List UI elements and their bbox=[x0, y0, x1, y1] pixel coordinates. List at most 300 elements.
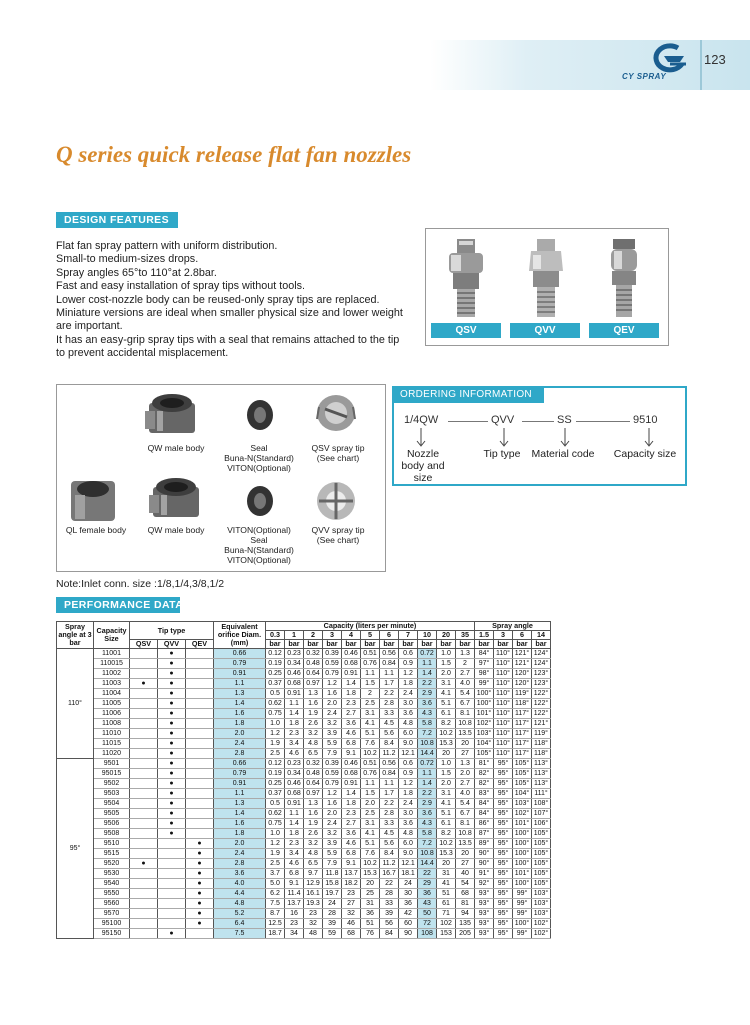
capacity-cell: 1.2 bbox=[323, 789, 342, 799]
capacity-cell: 46 bbox=[342, 919, 361, 929]
qsv-cell bbox=[130, 799, 158, 809]
capacity-cell: 2.7 bbox=[342, 709, 361, 719]
table-row bbox=[57, 869, 551, 879]
order-label-material: Material code bbox=[531, 448, 595, 460]
spray-angle-cell: 93° bbox=[475, 909, 494, 919]
capacity-cell: 20 bbox=[437, 859, 456, 869]
qw-male-body-icon bbox=[145, 389, 199, 441]
spray-angle-cell: 106° bbox=[532, 819, 551, 829]
spray-angle-cell: 103° bbox=[475, 729, 494, 739]
capacity-cell: 2.0 bbox=[323, 699, 342, 709]
orifice-cell: 0.66 bbox=[214, 649, 266, 659]
qvv-cell bbox=[158, 889, 186, 899]
qsv-cell bbox=[130, 699, 158, 709]
capacity-cell: 0.46 bbox=[285, 779, 304, 789]
capacity-cell: 3.2 bbox=[323, 829, 342, 839]
qvv-cell bbox=[158, 859, 186, 869]
table-row bbox=[57, 819, 551, 829]
capacity-cell: 5.6 bbox=[380, 729, 399, 739]
spray-angle-cell: 102° bbox=[532, 929, 551, 939]
capacity-cell: 0.56 bbox=[380, 759, 399, 769]
capacity-cell: 1.8 bbox=[285, 719, 304, 729]
spray-angle-cell: 95° bbox=[494, 839, 513, 849]
capacity-cell: 3.6 bbox=[342, 719, 361, 729]
spray-angle-cell: 100° bbox=[513, 859, 532, 869]
order-code-tip-type: QVV bbox=[491, 414, 515, 426]
spray-angle-cell: 95° bbox=[494, 869, 513, 879]
capacity-cell: 0.79 bbox=[323, 669, 342, 679]
capacity-cell: 59 bbox=[323, 929, 342, 939]
spray-angle-cell: 105° bbox=[513, 769, 532, 779]
capacity-cell: 3.6 bbox=[399, 819, 418, 829]
spray-angle-cell: 122° bbox=[532, 689, 551, 699]
capacity-cell: 0.84 bbox=[380, 659, 399, 669]
spray-angle-cell: 90° bbox=[475, 859, 494, 869]
capacity-cell: 41 bbox=[437, 879, 456, 889]
capacity-cell: 19.3 bbox=[304, 899, 323, 909]
spray-angle-cell: 122° bbox=[532, 709, 551, 719]
angle-pressure-header: 14 bbox=[532, 631, 551, 640]
capacity-cell: 1.6 bbox=[323, 799, 342, 809]
capacity-cell: 1.5 bbox=[437, 769, 456, 779]
qsv-cell bbox=[130, 789, 158, 799]
table-row bbox=[57, 849, 551, 859]
capacity-cell: 42 bbox=[399, 909, 418, 919]
capacity-cell: 0.76 bbox=[361, 659, 380, 669]
part-caption-qw-male-body: QW male body bbox=[147, 443, 205, 453]
capacity-cell: 1.5 bbox=[361, 789, 380, 799]
arrow-down-icon bbox=[644, 428, 654, 448]
qvv-cell: ● bbox=[158, 809, 186, 819]
capacity-cell: 6.7 bbox=[456, 699, 475, 709]
order-code-material: SS bbox=[557, 414, 572, 426]
angle-pressure-header: 1.5 bbox=[475, 631, 494, 640]
capacity-cell: 135 bbox=[456, 919, 475, 929]
capacity-cell: 6.8 bbox=[342, 739, 361, 749]
feature-line: Spray angles 65°to 110°at 2.8bar. bbox=[56, 266, 217, 279]
capacity-cell: 7.9 bbox=[323, 749, 342, 759]
capacity-cell: 0.48 bbox=[304, 659, 323, 669]
capacity-cell: 0.51 bbox=[361, 759, 380, 769]
capacity-cell: 6.5 bbox=[304, 749, 323, 759]
capacity-size-cell: 9504 bbox=[94, 799, 130, 809]
qev-cell: ● bbox=[186, 889, 214, 899]
orifice-cell: 1.4 bbox=[214, 699, 266, 709]
capacity-cell: 2.3 bbox=[342, 809, 361, 819]
spray-angle-cell: 100° bbox=[513, 849, 532, 859]
capacity-cell: 39 bbox=[380, 909, 399, 919]
table-row bbox=[57, 729, 551, 739]
qvv-spray-tip-icon bbox=[315, 477, 357, 523]
capacity-cell: 0.84 bbox=[380, 769, 399, 779]
orifice-cell: 2.8 bbox=[214, 859, 266, 869]
capacity-cell: 0.34 bbox=[285, 769, 304, 779]
capacity-cell: 1.3 bbox=[456, 649, 475, 659]
qev-cell bbox=[186, 719, 214, 729]
spray-angle-cell: 95° bbox=[494, 789, 513, 799]
capacity-cell: 0.32 bbox=[304, 759, 323, 769]
performance-data-heading: PERFORMANCE DATA bbox=[56, 597, 180, 613]
capacity-cell: 1.0 bbox=[437, 649, 456, 659]
capacity-cell: 56 bbox=[380, 919, 399, 929]
capacity-cell: 5.8 bbox=[418, 719, 437, 729]
capacity-cell: 0.68 bbox=[342, 659, 361, 669]
spray-angle-group-cell: 95° bbox=[57, 759, 94, 939]
spray-angle-cell: 93° bbox=[475, 889, 494, 899]
spray-angle-cell: 120° bbox=[513, 669, 532, 679]
capacity-cell: 0.32 bbox=[304, 649, 323, 659]
spray-angle-cell: 101° bbox=[513, 869, 532, 879]
spray-angle-cell: 95° bbox=[494, 819, 513, 829]
capacity-cell: 1.8 bbox=[399, 789, 418, 799]
capacity-cell: 36 bbox=[361, 909, 380, 919]
part-caption-seal: Seal Buna-N(Standard) VITON(Optional) bbox=[224, 443, 294, 473]
qvv-cell: ● bbox=[158, 749, 186, 759]
capacity-cell: 0.9 bbox=[399, 659, 418, 669]
qvv-cell: ● bbox=[158, 769, 186, 779]
capacity-size-cell: 11008 bbox=[94, 719, 130, 729]
capacity-cell: 13.5 bbox=[456, 729, 475, 739]
unit-header: bar bbox=[342, 640, 361, 649]
spray-angle-cell: 99° bbox=[513, 899, 532, 909]
ordering-information-panel bbox=[392, 386, 687, 486]
capacity-size-cell: 95015 bbox=[94, 769, 130, 779]
capacity-cell: 13.7 bbox=[342, 869, 361, 879]
qsv-cell bbox=[130, 889, 158, 899]
capacity-cell: 2.0 bbox=[437, 779, 456, 789]
capacity-cell: 10.2 bbox=[437, 729, 456, 739]
pressure-header: 1 bbox=[285, 631, 304, 640]
spray-angle-cell: 102° bbox=[475, 719, 494, 729]
pressure-header: 7 bbox=[399, 631, 418, 640]
spray-angle-cell: 100° bbox=[513, 879, 532, 889]
capacity-cell: 18.2 bbox=[342, 879, 361, 889]
capacity-cell: 51 bbox=[361, 919, 380, 929]
spray-angle-cell: 110° bbox=[494, 679, 513, 689]
capacity-cell: 4.1 bbox=[361, 719, 380, 729]
unit-header: bar bbox=[323, 640, 342, 649]
capacity-cell: 0.72 bbox=[418, 759, 437, 769]
capacity-cell: 8.1 bbox=[456, 819, 475, 829]
capacity-cell: 22 bbox=[380, 879, 399, 889]
capacity-cell: 0.59 bbox=[323, 659, 342, 669]
spray-angle-cell: 95° bbox=[494, 899, 513, 909]
capacity-cell: 0.64 bbox=[304, 669, 323, 679]
qev-cell: ● bbox=[186, 909, 214, 919]
capacity-cell: 1.8 bbox=[342, 799, 361, 809]
unit-header: bar bbox=[513, 640, 532, 649]
orifice-cell: 0.66 bbox=[214, 759, 266, 769]
order-connector bbox=[448, 421, 488, 422]
capacity-cell: 3.6 bbox=[418, 809, 437, 819]
capacity-cell: 20 bbox=[456, 739, 475, 749]
spray-angle-cell: 110° bbox=[494, 689, 513, 699]
orifice-cell: 0.91 bbox=[214, 779, 266, 789]
capacity-cell: 3.6 bbox=[399, 709, 418, 719]
capacity-cell: 0.97 bbox=[304, 789, 323, 799]
spray-angle-cell: 110° bbox=[494, 649, 513, 659]
capacity-cell: 205 bbox=[456, 929, 475, 939]
capacity-cell: 3.4 bbox=[285, 849, 304, 859]
capacity-cell: 5.6 bbox=[380, 839, 399, 849]
capacity-cell: 4.1 bbox=[437, 799, 456, 809]
capacity-cell: 0.48 bbox=[304, 769, 323, 779]
capacity-cell: 14.4 bbox=[418, 859, 437, 869]
header-band bbox=[430, 40, 750, 90]
spray-angle-cell: 124° bbox=[532, 659, 551, 669]
capacity-cell: 1.4 bbox=[285, 709, 304, 719]
capacity-cell: 1.4 bbox=[285, 819, 304, 829]
qev-cell bbox=[186, 669, 214, 679]
qev-cell bbox=[186, 819, 214, 829]
qev-cell bbox=[186, 769, 214, 779]
part-caption-qw-male-body: QW male body bbox=[147, 525, 205, 535]
spray-angle-cell: 95° bbox=[494, 879, 513, 889]
qsv-cell bbox=[130, 899, 158, 909]
qsv-cell bbox=[130, 709, 158, 719]
qev-cell bbox=[186, 809, 214, 819]
spray-angle-cell: 100° bbox=[475, 689, 494, 699]
capacity-cell: 1.6 bbox=[304, 699, 323, 709]
capacity-size-cell: 9506 bbox=[94, 819, 130, 829]
capacity-cell: 15.3 bbox=[437, 849, 456, 859]
capacity-cell: 1.4 bbox=[418, 669, 437, 679]
capacity-cell: 16.7 bbox=[380, 869, 399, 879]
qsv-cell bbox=[130, 739, 158, 749]
capacity-cell: 2.9 bbox=[418, 689, 437, 699]
qev-cell: ● bbox=[186, 899, 214, 909]
capacity-cell: 2.2 bbox=[380, 689, 399, 699]
col-header-orifice: Equivalent orifice Diam.(mm) bbox=[214, 622, 266, 649]
capacity-cell: 5.9 bbox=[323, 849, 342, 859]
capacity-cell: 23 bbox=[342, 889, 361, 899]
spray-angle-cell: 105° bbox=[532, 879, 551, 889]
qsv-cell bbox=[130, 909, 158, 919]
spray-angle-cell: 117° bbox=[513, 729, 532, 739]
capacity-cell: 43 bbox=[418, 899, 437, 909]
performance-table bbox=[56, 621, 551, 939]
capacity-cell: 8.4 bbox=[380, 849, 399, 859]
feature-line: Small-to medium-sizes drops. bbox=[56, 253, 199, 266]
nozzle-photo-panel bbox=[425, 228, 669, 346]
table-row bbox=[57, 839, 551, 849]
capacity-cell: 94 bbox=[456, 909, 475, 919]
qvv-cell: ● bbox=[158, 709, 186, 719]
spray-angle-cell: 108° bbox=[532, 799, 551, 809]
capacity-cell: 3.0 bbox=[399, 809, 418, 819]
capacity-cell: 1.5 bbox=[361, 679, 380, 689]
spray-angle-cell: 86° bbox=[475, 819, 494, 829]
capacity-cell: 2.7 bbox=[456, 669, 475, 679]
capacity-cell: 0.46 bbox=[342, 649, 361, 659]
capacity-cell: 3.3 bbox=[380, 709, 399, 719]
capacity-cell: 5.0 bbox=[266, 879, 285, 889]
orifice-cell: 6.4 bbox=[214, 919, 266, 929]
qvv-cell: ● bbox=[158, 659, 186, 669]
col-header-capacity-size: Capacity Size bbox=[94, 622, 130, 649]
col-header-spray-angle-at: Spray angle at 3 bar bbox=[58, 622, 92, 647]
spray-angle-cell: 103° bbox=[532, 889, 551, 899]
spray-angle-cell: 103° bbox=[513, 799, 532, 809]
spray-angle-group-cell: 110° bbox=[57, 649, 94, 759]
capacity-cell: 12.1 bbox=[399, 749, 418, 759]
capacity-cell: 2.2 bbox=[380, 799, 399, 809]
capacity-cell: 3.1 bbox=[361, 709, 380, 719]
capacity-cell: 1.4 bbox=[418, 779, 437, 789]
qsv-cell bbox=[130, 809, 158, 819]
capacity-cell: 1.2 bbox=[399, 779, 418, 789]
capacity-cell: 1.1 bbox=[418, 659, 437, 669]
qsv-cell bbox=[130, 729, 158, 739]
qvv-cell bbox=[158, 839, 186, 849]
spray-angle-cell: 105° bbox=[532, 849, 551, 859]
page-number-divider bbox=[700, 40, 702, 90]
qsv-cell bbox=[130, 779, 158, 789]
pressure-header: 20 bbox=[437, 631, 456, 640]
unit-header: bar bbox=[418, 640, 437, 649]
qev-cell bbox=[186, 799, 214, 809]
capacity-cell: 18.1 bbox=[399, 869, 418, 879]
capacity-cell: 33 bbox=[380, 899, 399, 909]
qvv-cell: ● bbox=[158, 729, 186, 739]
capacity-cell: 13.7 bbox=[285, 899, 304, 909]
capacity-cell: 7.6 bbox=[361, 849, 380, 859]
col-header-spray-angle: Spray angle bbox=[475, 622, 551, 631]
capacity-cell: 0.34 bbox=[285, 659, 304, 669]
capacity-cell: 102 bbox=[437, 919, 456, 929]
capacity-cell: 31 bbox=[437, 869, 456, 879]
qev-cell bbox=[186, 749, 214, 759]
capacity-cell: 1.8 bbox=[285, 829, 304, 839]
capacity-cell: 23 bbox=[304, 909, 323, 919]
qvv-cell bbox=[158, 869, 186, 879]
capacity-cell: 1.8 bbox=[342, 689, 361, 699]
capacity-cell: 0.68 bbox=[285, 789, 304, 799]
orifice-cell: 2.0 bbox=[214, 729, 266, 739]
spray-angle-cell: 123° bbox=[532, 669, 551, 679]
orifice-cell: 1.8 bbox=[214, 829, 266, 839]
capacity-size-cell: 11004 bbox=[94, 689, 130, 699]
capacity-cell: 1.4 bbox=[342, 679, 361, 689]
capacity-cell: 4.0 bbox=[456, 789, 475, 799]
unit-header: bar bbox=[266, 640, 285, 649]
qsv-cell bbox=[130, 819, 158, 829]
order-code-body: 1/4QW bbox=[404, 414, 439, 426]
table-row bbox=[57, 739, 551, 749]
orifice-cell: 1.8 bbox=[214, 719, 266, 729]
qsv-label: QSV bbox=[431, 323, 501, 338]
qev-label: QEV bbox=[589, 323, 659, 338]
qev-cell bbox=[186, 759, 214, 769]
capacity-cell: 1.1 bbox=[285, 699, 304, 709]
capacity-cell: 7.2 bbox=[418, 839, 437, 849]
capacity-cell: 1.7 bbox=[380, 679, 399, 689]
capacity-cell: 1.1 bbox=[361, 779, 380, 789]
capacity-cell: 24 bbox=[399, 879, 418, 889]
qvv-cell: ● bbox=[158, 819, 186, 829]
capacity-cell: 10.2 bbox=[437, 839, 456, 849]
capacity-size-cell: 11001 bbox=[94, 649, 130, 659]
capacity-cell: 11.2 bbox=[380, 749, 399, 759]
capacity-cell: 3.6 bbox=[418, 699, 437, 709]
unit-header: bar bbox=[532, 640, 551, 649]
orifice-cell: 2.0 bbox=[214, 839, 266, 849]
capacity-cell: 5.4 bbox=[456, 689, 475, 699]
ql-female-body-icon bbox=[67, 475, 119, 525]
capacity-cell: 81 bbox=[456, 899, 475, 909]
capacity-cell: 3.1 bbox=[437, 789, 456, 799]
capacity-cell: 6.2 bbox=[266, 889, 285, 899]
qsv-cell: ● bbox=[130, 679, 158, 689]
capacity-size-cell: 9520 bbox=[94, 859, 130, 869]
capacity-cell: 0.23 bbox=[285, 649, 304, 659]
capacity-cell: 2.0 bbox=[323, 809, 342, 819]
qvv-cell: ● bbox=[158, 669, 186, 679]
capacity-cell: 20 bbox=[361, 879, 380, 889]
spray-angle-cell: 95° bbox=[494, 849, 513, 859]
capacity-cell: 0.46 bbox=[342, 759, 361, 769]
capacity-size-cell: 9570 bbox=[94, 909, 130, 919]
capacity-cell: 2.2 bbox=[418, 789, 437, 799]
spray-angle-cell: 120° bbox=[513, 679, 532, 689]
pressure-header: 6 bbox=[380, 631, 399, 640]
capacity-cell: 22 bbox=[418, 869, 437, 879]
capacity-cell: 11.2 bbox=[380, 859, 399, 869]
spray-angle-cell: 95° bbox=[494, 809, 513, 819]
spray-angle-cell: 98° bbox=[475, 669, 494, 679]
capacity-cell: 3.2 bbox=[304, 839, 323, 849]
orifice-cell: 1.6 bbox=[214, 709, 266, 719]
capacity-cell: 0.75 bbox=[266, 819, 285, 829]
table-row bbox=[57, 909, 551, 919]
spray-angle-cell: 107° bbox=[532, 809, 551, 819]
capacity-cell: 0.91 bbox=[285, 689, 304, 699]
spray-angle-cell: 99° bbox=[513, 889, 532, 899]
feature-line: Flat fan spray pattern with uniform distribution. bbox=[56, 240, 278, 252]
capacity-cell: 2 bbox=[361, 689, 380, 699]
table-row bbox=[57, 829, 551, 839]
qev-cell: ● bbox=[186, 869, 214, 879]
capacity-size-cell: 9503 bbox=[94, 789, 130, 799]
spray-angle-cell: 84° bbox=[475, 809, 494, 819]
capacity-cell: 54 bbox=[456, 879, 475, 889]
capacity-cell: 0.59 bbox=[323, 769, 342, 779]
capacity-size-cell: 11005 bbox=[94, 699, 130, 709]
spray-angle-cell: 119° bbox=[532, 729, 551, 739]
capacity-cell: 0.46 bbox=[285, 669, 304, 679]
table-row bbox=[57, 799, 551, 809]
capacity-cell: 3.0 bbox=[399, 699, 418, 709]
unit-header: bar bbox=[399, 640, 418, 649]
order-label-capacity: Capacity size bbox=[613, 448, 677, 460]
capacity-cell: 11.8 bbox=[323, 869, 342, 879]
capacity-size-cell: 9502 bbox=[94, 779, 130, 789]
orifice-cell: 0.91 bbox=[214, 669, 266, 679]
qev-cell bbox=[186, 829, 214, 839]
capacity-cell: 60 bbox=[399, 919, 418, 929]
order-connector bbox=[576, 421, 630, 422]
qvv-cell bbox=[158, 909, 186, 919]
spray-angle-cell: 103° bbox=[532, 909, 551, 919]
table-row bbox=[57, 859, 551, 869]
capacity-cell: 48 bbox=[304, 929, 323, 939]
spray-angle-cell: 95° bbox=[494, 829, 513, 839]
spray-angle-cell: 122° bbox=[532, 699, 551, 709]
capacity-cell: 0.25 bbox=[266, 779, 285, 789]
qev-cell bbox=[186, 929, 214, 939]
spray-angle-cell: 82° bbox=[475, 779, 494, 789]
qvv-cell: ● bbox=[158, 739, 186, 749]
